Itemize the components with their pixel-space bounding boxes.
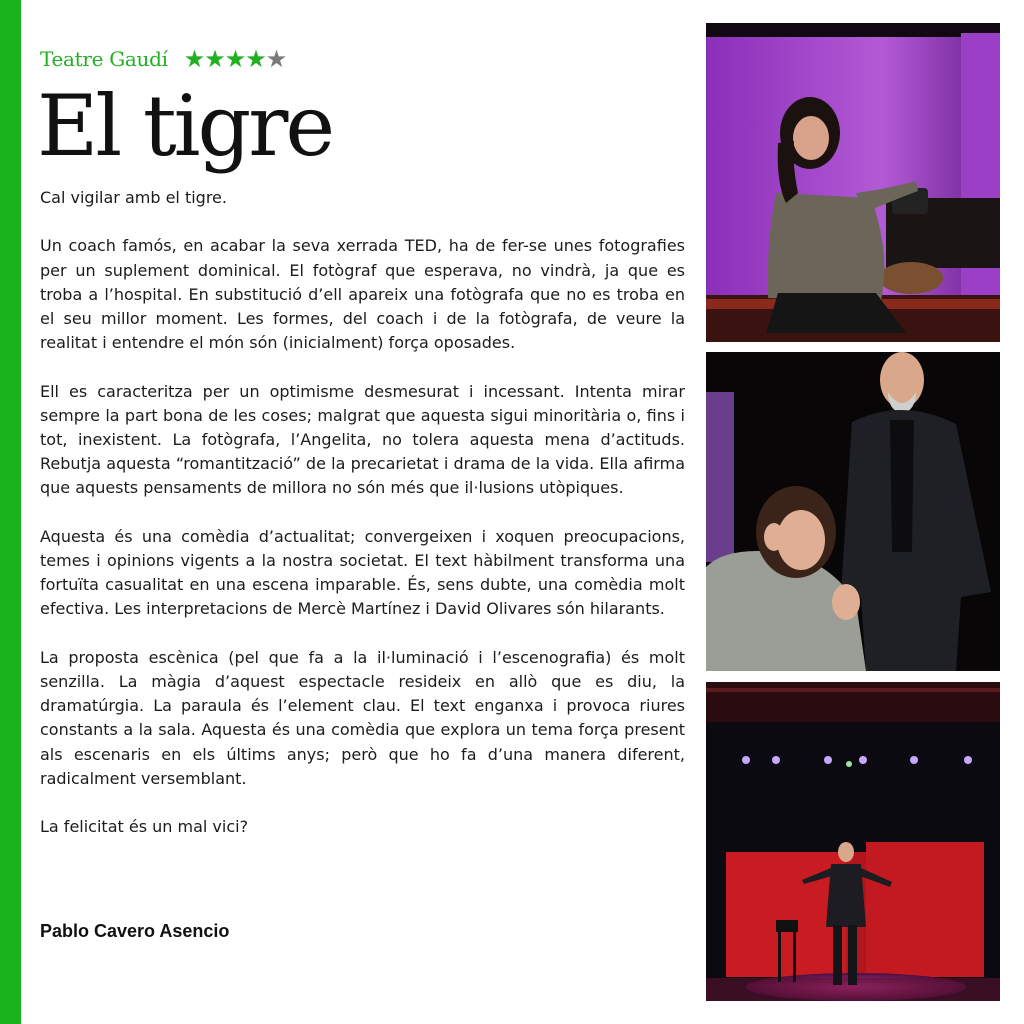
star-rating bbox=[184, 47, 287, 71]
star-filled-icon: ★ bbox=[183, 45, 205, 73]
venue-rating-row bbox=[40, 44, 286, 74]
article-paragraph: Cal vigilar amb el tigre. bbox=[40, 188, 227, 207]
accent-bar bbox=[0, 0, 21, 1024]
star-empty-icon: ★ bbox=[265, 45, 287, 73]
venue-name: Teatre Gaudí bbox=[40, 47, 168, 71]
star-filled-icon: ★ bbox=[224, 45, 246, 73]
article-paragraph: Un coach famós, en acabar la seva xerrada TED, ha de fer-se unes fotografies per un suplement dominical. El fotògraf que esperava, no vindrà, ja que es troba a l’hospital. En substitució d’ell apareix una fotògrafa que no es troba en el seu millor moment. Les formes, del coach i de la fotògrafa, de veure la realitat i entendre el món són (inicialment) força oposades. bbox=[40, 236, 685, 353]
article-paragraph: La proposta escènica (pel que fa a la il·luminació i l’escenografia) és molt senzilla. La màgia d’aquest espectacle resideix en allò que es diu, la dramatúrgia. La paraula és l’element clau. El text enganxa i provoca riures constants a la sala. Aquesta és una comèdia que explora un tema força present als escenaris en els últims anys; però que ho fa d’una manera diferent, radicalment versemblant. bbox=[40, 647, 685, 788]
stage-photo-monologue bbox=[706, 682, 1000, 1001]
page-title: El tigre bbox=[37, 77, 333, 175]
star-filled-icon: ★ bbox=[245, 45, 266, 73]
article-body bbox=[40, 186, 685, 864]
stage-photo-duo bbox=[706, 352, 1000, 671]
article-paragraph: La felicitat és un mal vici? bbox=[40, 817, 249, 837]
article-paragraph: Ell es caracteritza per un optimisme desmesurat i incessant. Intenta mirar sempre la part bona de les coses; malgrat que aquesta sigui minoritària o, fins i tot, inexistent. La fotògrafa, l’Angelita, no tolera aquesta mena d’actituds. Rebutja aquesta “romantització” de la precarietat i drama de la vida. Ella afirma que aquests pensaments de millora no són més que il·lusions utòpiques. bbox=[40, 381, 685, 498]
author-name: Pablo Cavero Asencio bbox=[40, 921, 230, 941]
article-paragraph: Aquesta és una comèdia d’actualitat; convergeixen i xoquen preocupacions, temes i opinions vigents a la nostra societat. El text hàbilment transforma una fortuïta casualitat en una escena imparable. És, sens dubte, una comèdia molt efectiva. Les interpretacions de Mercè Martínez i David Olivares són hilarants. bbox=[40, 526, 685, 619]
stage-photo-actress bbox=[706, 23, 1000, 342]
star-filled-icon: ★ bbox=[204, 45, 225, 73]
